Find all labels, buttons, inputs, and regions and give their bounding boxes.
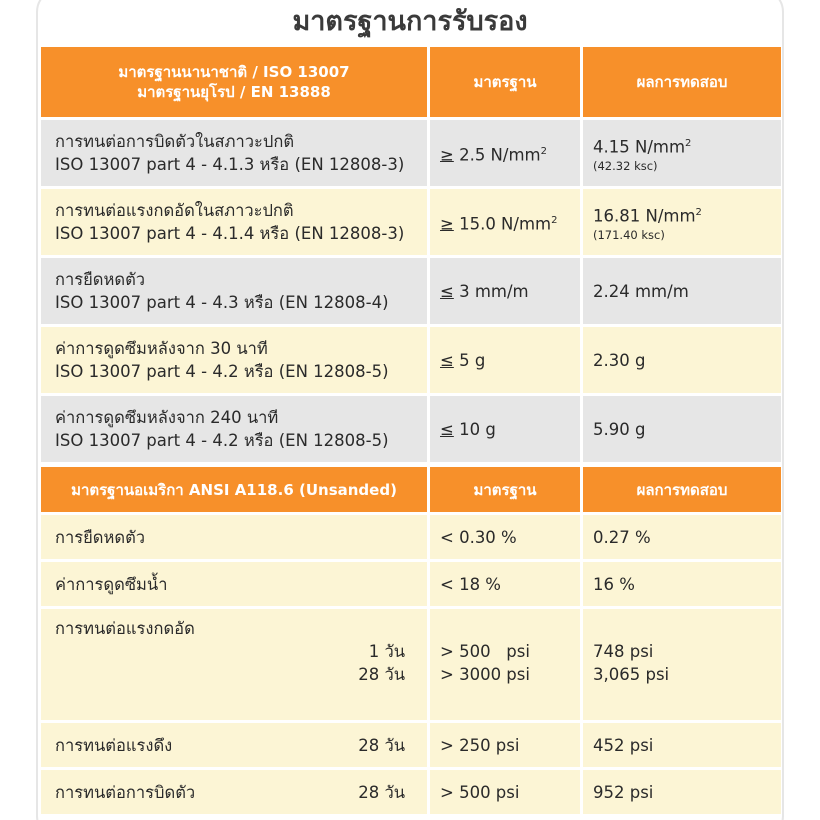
row-label: การทนต่อแรงกดอัด 1 วัน 28 วัน bbox=[41, 609, 427, 720]
row-standard: ≥ 15.0 $N/mm^2$ bbox=[430, 189, 580, 255]
day-label: 1 วัน bbox=[368, 642, 405, 661]
table-row bbox=[41, 770, 781, 814]
row-label: การทนต่อแรงกดอัดในสภาวะปกติ ISO 13007 part 4 - 4.1.4 หรือ (EN 12808-3) bbox=[41, 189, 427, 255]
table-header bbox=[41, 47, 781, 117]
day-label: 28 วัน bbox=[358, 735, 405, 755]
table-row bbox=[41, 515, 781, 559]
row-standard: ≥ 2.5 $N/mm^2$ bbox=[430, 120, 580, 186]
row-result: 2.24 mm/m bbox=[583, 258, 781, 324]
table-row bbox=[41, 189, 781, 255]
table-header bbox=[41, 467, 781, 512]
row-result: 16 % bbox=[583, 562, 781, 606]
row-standard: > 250 psi bbox=[430, 723, 580, 767]
table-row bbox=[41, 258, 781, 324]
row-standard: < 18 % bbox=[430, 562, 580, 606]
table-row bbox=[41, 327, 781, 393]
table-row bbox=[41, 723, 781, 767]
row-label: การยืดหดตัว bbox=[41, 515, 427, 559]
row-standard: ≤ 5 g bbox=[430, 327, 580, 393]
row-standard: < 0.30 % bbox=[430, 515, 580, 559]
row-result: 0.27 % bbox=[583, 515, 781, 559]
row-result: 4.15 $N/mm^2$ (42.32 ksc) bbox=[583, 120, 781, 186]
iso-standards-table bbox=[38, 44, 784, 465]
table-row bbox=[41, 609, 781, 720]
row-result: 2.30 g bbox=[583, 327, 781, 393]
row-result: 452 psi bbox=[583, 723, 781, 767]
header-result: ผลการทดสอบ bbox=[583, 47, 781, 117]
header-result: ผลการทดสอบ bbox=[583, 467, 781, 512]
table-row bbox=[41, 562, 781, 606]
page-title: มาตรฐานการรับรอง bbox=[292, 6, 528, 37]
row-result: 952 psi bbox=[583, 770, 781, 814]
row-standard: > 500 psi bbox=[430, 770, 580, 814]
row-result: 5.90 g bbox=[583, 396, 781, 462]
table-row bbox=[41, 396, 781, 462]
row-standard: ≤ 10 g bbox=[430, 396, 580, 462]
row-result: 16.81 $N/mm^2$ (171.40 ksc) bbox=[583, 189, 781, 255]
day-label: 28 วัน bbox=[358, 665, 405, 684]
table-row bbox=[41, 120, 781, 186]
ansi-standards-table bbox=[38, 464, 784, 817]
row-result: 748 psi 3,065 psi bbox=[583, 609, 781, 720]
row-label: ค่าการดูดซึมหลังจาก 240 นาที ISO 13007 part 4 - 4.2 หรือ (EN 12808-5) bbox=[41, 396, 427, 462]
header-standard-name: มาตรฐานนานาชาติ / ISO 13007 มาตรฐานยุโรป / EN 13888 bbox=[41, 47, 427, 117]
row-label: การทนต่อแรงดึง 28 วัน bbox=[41, 723, 427, 767]
row-label: การทนต่อการบิดตัว 28 วัน bbox=[41, 770, 427, 814]
row-standard: ≤ 3 mm/m bbox=[430, 258, 580, 324]
day-label: 28 วัน bbox=[358, 782, 405, 802]
row-label: ค่าการดูดซึมหลังจาก 30 นาที ISO 13007 part 4 - 4.2 หรือ (EN 12808-5) bbox=[41, 327, 427, 393]
row-standard: > 500 psi > 3000 psi bbox=[430, 609, 580, 720]
row-label: ค่าการดูดซึมน้ำ bbox=[41, 562, 427, 606]
header-standard: มาตรฐาน bbox=[430, 467, 580, 512]
row-label: การทนต่อการบิดตัวในสภาวะปกติ ISO 13007 part 4 - 4.1.3 หรือ (EN 12808-3) bbox=[41, 120, 427, 186]
header-standard: มาตรฐาน bbox=[430, 47, 580, 117]
row-label: การยืดหดตัว ISO 13007 part 4 - 4.3 หรือ (EN 12808-4) bbox=[41, 258, 427, 324]
header-standard-name: มาตรฐานอเมริกา ANSI A118.6 (Unsanded) bbox=[41, 467, 427, 512]
